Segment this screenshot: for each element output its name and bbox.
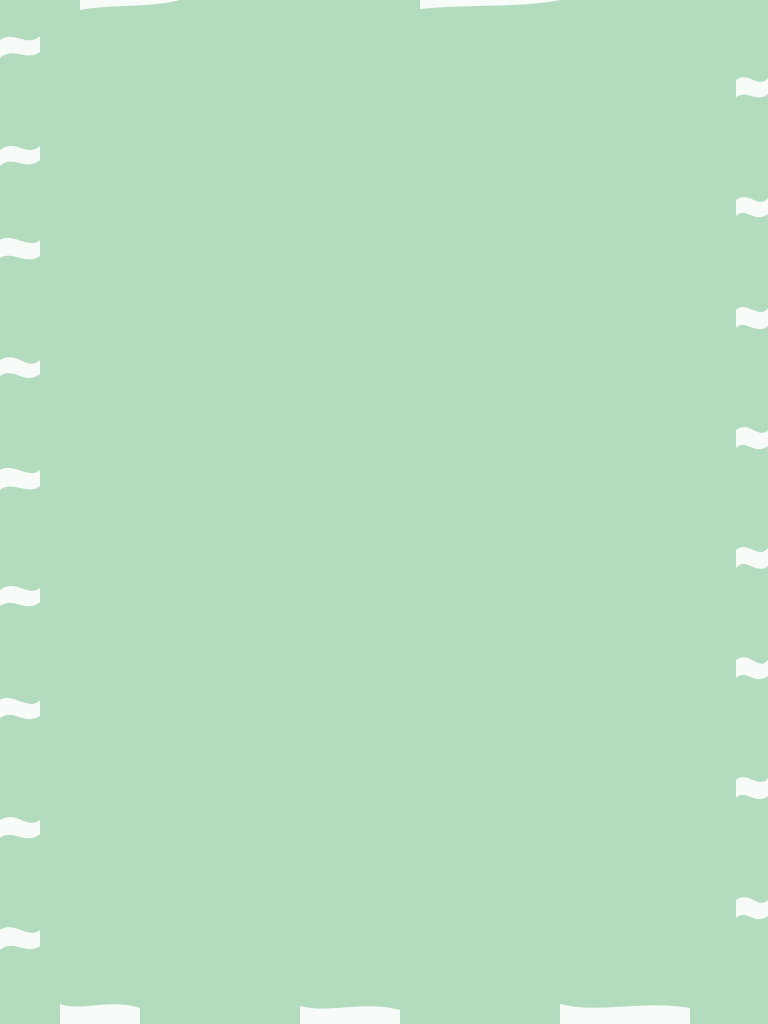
content-panel — [40, 12, 736, 1002]
